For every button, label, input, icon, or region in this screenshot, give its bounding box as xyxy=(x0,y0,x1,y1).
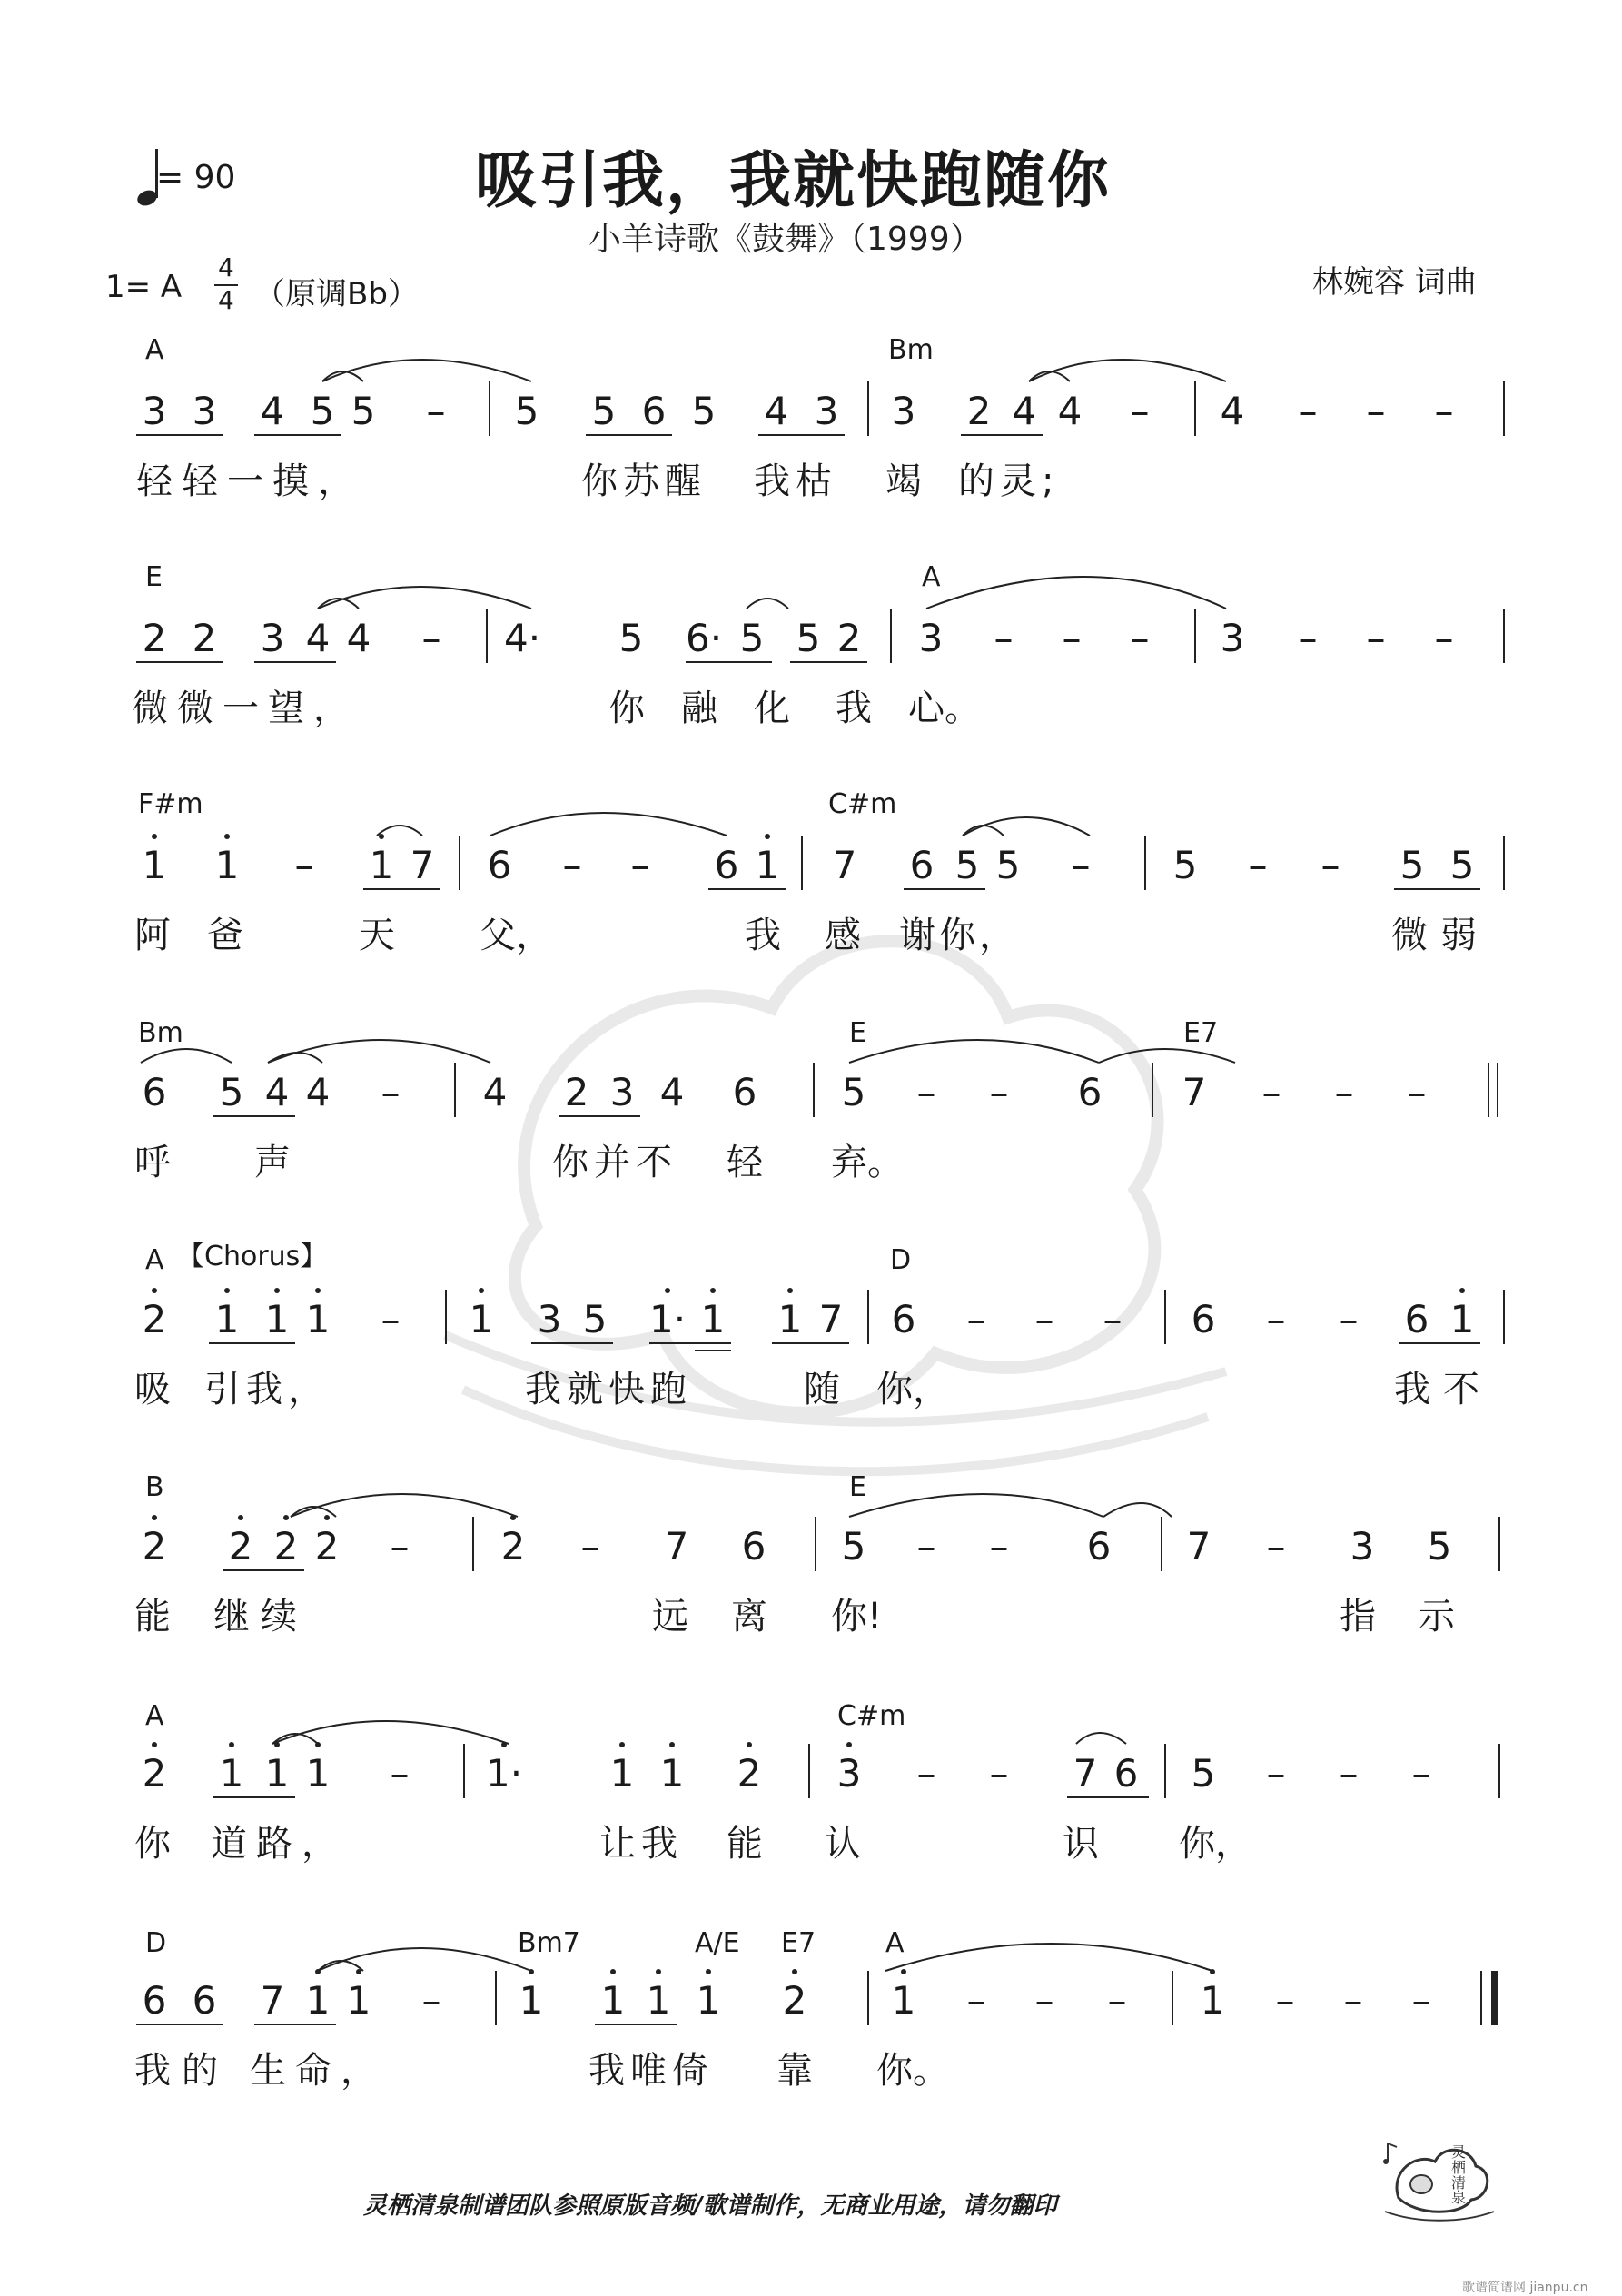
slur xyxy=(963,826,1004,836)
tie xyxy=(849,1494,1103,1517)
chord-symbol: C#m xyxy=(828,788,897,820)
song-title: 吸引我，我就快跑随你 xyxy=(475,145,1112,217)
tie xyxy=(1029,360,1226,381)
tie xyxy=(318,1948,531,1971)
chord-symbol: Bm xyxy=(888,334,934,366)
slur xyxy=(268,1053,322,1063)
chord-symbol: A/E xyxy=(695,1927,740,1959)
time-signature-bottom: 4 xyxy=(218,285,234,315)
chord-symbol: E7 xyxy=(1183,1017,1219,1049)
slur xyxy=(1076,1733,1126,1744)
chord-symbol: Bm7 xyxy=(518,1927,580,1959)
song-subtitle: 小羊诗歌《鼓舞》（1999） xyxy=(588,221,983,258)
final-barline xyxy=(1491,1971,1498,2025)
sheep-logo xyxy=(1380,2134,1498,2229)
slur xyxy=(1103,1503,1172,1517)
slur xyxy=(141,1049,232,1063)
chord-symbol: E xyxy=(145,561,163,593)
chord-symbol: A xyxy=(145,1700,164,1732)
slur xyxy=(1099,1049,1235,1063)
tie xyxy=(885,1944,1212,1971)
chord-symbol: D xyxy=(890,1244,912,1276)
chord-symbol: D xyxy=(145,1927,167,1959)
tie xyxy=(272,1721,509,1744)
chord-symbol: E xyxy=(849,1017,866,1049)
chord-symbol: E xyxy=(849,1471,866,1503)
tie xyxy=(490,813,727,836)
chord-symbol: B xyxy=(145,1471,164,1503)
chord-symbol: C#m xyxy=(837,1700,906,1732)
chord-symbol: F#m xyxy=(138,788,203,820)
chord-symbol: A xyxy=(145,334,164,366)
sheep-logo-text: 灵栖清泉 xyxy=(1451,2143,1467,2207)
chord-symbol: Bm xyxy=(138,1017,183,1049)
time-signature-top: 4 xyxy=(218,252,234,282)
copyright-notice: 灵栖清泉制谱团队参照原版音频/歌谱制作，无商业用途，请勿翻印 xyxy=(363,2192,1057,2220)
tie xyxy=(291,1494,518,1517)
chord-symbol: A xyxy=(885,1927,905,1959)
chord-symbol: A xyxy=(145,1244,164,1276)
tie xyxy=(322,360,531,381)
tie xyxy=(268,1040,490,1063)
tempo-marking: = 90 xyxy=(156,159,236,196)
original-key: （原调Bb） xyxy=(254,276,419,312)
chord-symbol: A xyxy=(922,561,941,593)
tie xyxy=(318,587,531,609)
key-signature: 1= A xyxy=(105,269,183,305)
tie xyxy=(963,817,1090,836)
slur xyxy=(747,599,788,609)
tie xyxy=(849,1040,1099,1063)
site-watermark: 歌谱简谱网 jianpu.cn xyxy=(1462,2281,1588,2295)
chord-symbol: E7 xyxy=(781,1927,816,1959)
tie xyxy=(926,577,1226,609)
section-tag-chorus: 【Chorus】 xyxy=(177,1241,328,1272)
composer-credit: 林婉容 词曲 xyxy=(1312,264,1477,301)
